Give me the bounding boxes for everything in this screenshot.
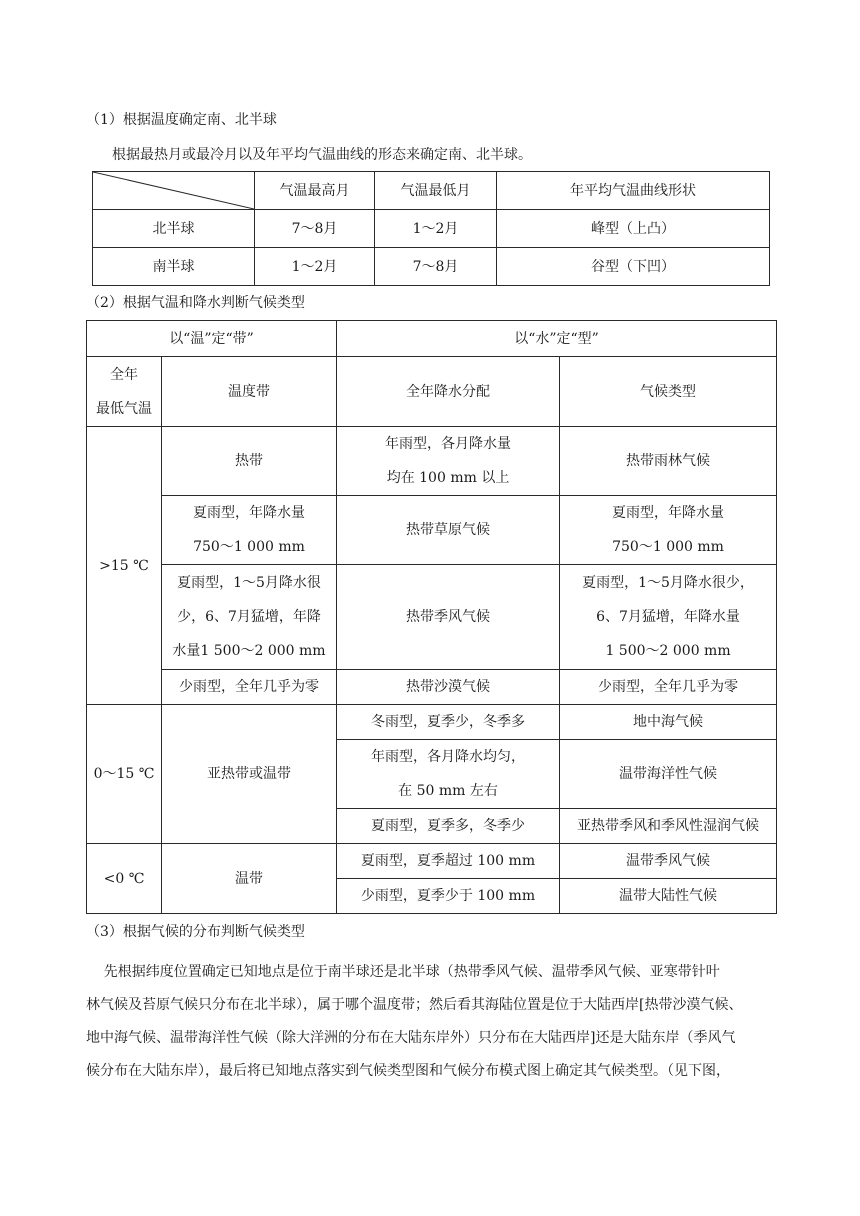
- cell-tropical-desert: 热带沙漠气候: [337, 670, 560, 705]
- paragraph-line: 林气候及苔原气候只分布在北半球），属于哪个温度带；然后看其海陆位置是位于大陆西岸[热带沙漠气候、: [86, 997, 743, 1013]
- min-temp-below-0: <0 ℃: [87, 844, 162, 914]
- zone-tropical: 热带: [162, 427, 337, 496]
- climate-type-cell: 热带雨林气候: [560, 427, 777, 496]
- section-3-heading: （3）根据气候的分布判断气候类型: [86, 924, 305, 940]
- cell-tropical-monsoon: 热带季风气候: [337, 565, 560, 670]
- precip-line: 均在 100 mm 以上: [386, 470, 510, 486]
- header-min-temp-line1: 全年: [110, 366, 138, 383]
- climate-table: [86, 320, 777, 914]
- cell-dry: 少雨型，全年几乎为零: [162, 670, 337, 705]
- min-month-value: 1～2月: [375, 210, 497, 248]
- curve-shape-value: 峰型（上凸）: [497, 210, 770, 248]
- precip-cell: 少雨型，夏季少于 100 mm: [337, 879, 560, 914]
- row-label: 北半球: [93, 210, 255, 248]
- header-temperature-zone: 温度带: [162, 357, 337, 427]
- cell-dry: 少雨型，全年几乎为零: [560, 670, 777, 705]
- max-month-value: 7～8月: [255, 210, 375, 248]
- precip-line: 年雨型，各月降水量: [385, 436, 512, 452]
- climate-type-cell: 地中海气候: [560, 705, 777, 740]
- cell-line: 少，6、7月猛增，年降: [177, 609, 321, 625]
- group-header-temperature: 以“温”定“带”: [87, 321, 337, 357]
- section-1-intro: 根据最热月或最冷月以及年平均气温曲线的形态来确定南、北半球。: [112, 147, 532, 163]
- precip-cell: 夏雨型，夏季多，冬季少: [337, 809, 560, 844]
- header-curve-shape: 年平均气温曲线形状: [497, 172, 770, 210]
- climate-type-cell: 亚热带季风和季风性湿润气候: [560, 809, 777, 844]
- cell-line: 夏雨型，年降水量: [612, 505, 725, 521]
- header-max-month: 气温最高月: [255, 172, 375, 210]
- climate-type-cell: 温带季风气候: [560, 844, 777, 879]
- zone-temperate: 温带: [162, 844, 337, 914]
- precip-line: 年雨型，各月降水均匀，: [371, 749, 526, 765]
- cell-line: 1 500～2 000 mm: [605, 643, 731, 659]
- cell-line: 夏雨型，年降水量: [193, 505, 305, 521]
- header-min-month: 气温最低月: [375, 172, 497, 210]
- climate-type-cell: 温带大陆性气候: [560, 879, 777, 914]
- min-temp-0-15: 0～15 ℃: [87, 705, 162, 844]
- table-row: [93, 210, 770, 248]
- row-label: 南半球: [93, 248, 255, 286]
- section-3-body: [86, 956, 786, 1088]
- min-month-value: 7～8月: [375, 248, 497, 286]
- precip-cell: 冬雨型，夏季少，冬季多: [337, 705, 560, 740]
- cell-line: 水量1 500～2 000 mm: [172, 643, 326, 659]
- zone-subtropical-temperate: 亚热带或温带: [162, 705, 337, 844]
- paragraph-line: 地中海气候、温带海洋性气候（除大洋洲的分布在大陆东岸外）只分布在大陆西岸]还是大陆东岸（季风气: [86, 1030, 736, 1046]
- header-climate-type: 气候类型: [560, 357, 777, 427]
- table-row: [93, 248, 770, 286]
- precip-cell: 夏雨型，夏季超过 100 mm: [337, 844, 560, 879]
- diagonal-corner-cell: [93, 172, 255, 210]
- cell-line: 750～1 000 mm: [193, 539, 305, 555]
- cell-line: 6、7月猛增，年降水量: [596, 609, 740, 625]
- max-month-value: 1～2月: [255, 248, 375, 286]
- paragraph-line: 候分布在大陆东岸），最后将已知地点落实到气候类型图和气候分布模式图上确定其气候类型。（见下图，: [86, 1063, 730, 1079]
- header-precip-distribution: 全年降水分配: [337, 357, 560, 427]
- min-temp-above-15: >15 ℃: [87, 427, 162, 705]
- cell-line: 夏雨型，1～5月降水很少，: [582, 575, 754, 591]
- climate-type-cell: 温带海洋性气候: [560, 740, 777, 809]
- cell-line: 750～1 000 mm: [612, 539, 724, 555]
- section-1-heading: （1）根据温度确定南、北半球: [86, 112, 277, 128]
- cell-line: 夏雨型，1～5月降水很: [177, 575, 321, 591]
- group-header-precipitation: 以“水”定“型”: [337, 321, 777, 357]
- cell-savanna: 热带草原气候: [337, 496, 560, 565]
- hemisphere-table: [92, 171, 770, 286]
- paragraph-line: 先根据纬度位置确定已知地点是位于南半球还是北半球（热带季风气候、温带季风气候、亚寒带针叶: [86, 964, 720, 980]
- section-2-heading: （2）根据气温和降水判断气候类型: [86, 295, 305, 311]
- header-min-temp-line2: 最低气温: [96, 400, 152, 417]
- curve-shape-value: 谷型（下凹）: [497, 248, 770, 286]
- precip-line: 在 50 mm 左右: [398, 783, 498, 799]
